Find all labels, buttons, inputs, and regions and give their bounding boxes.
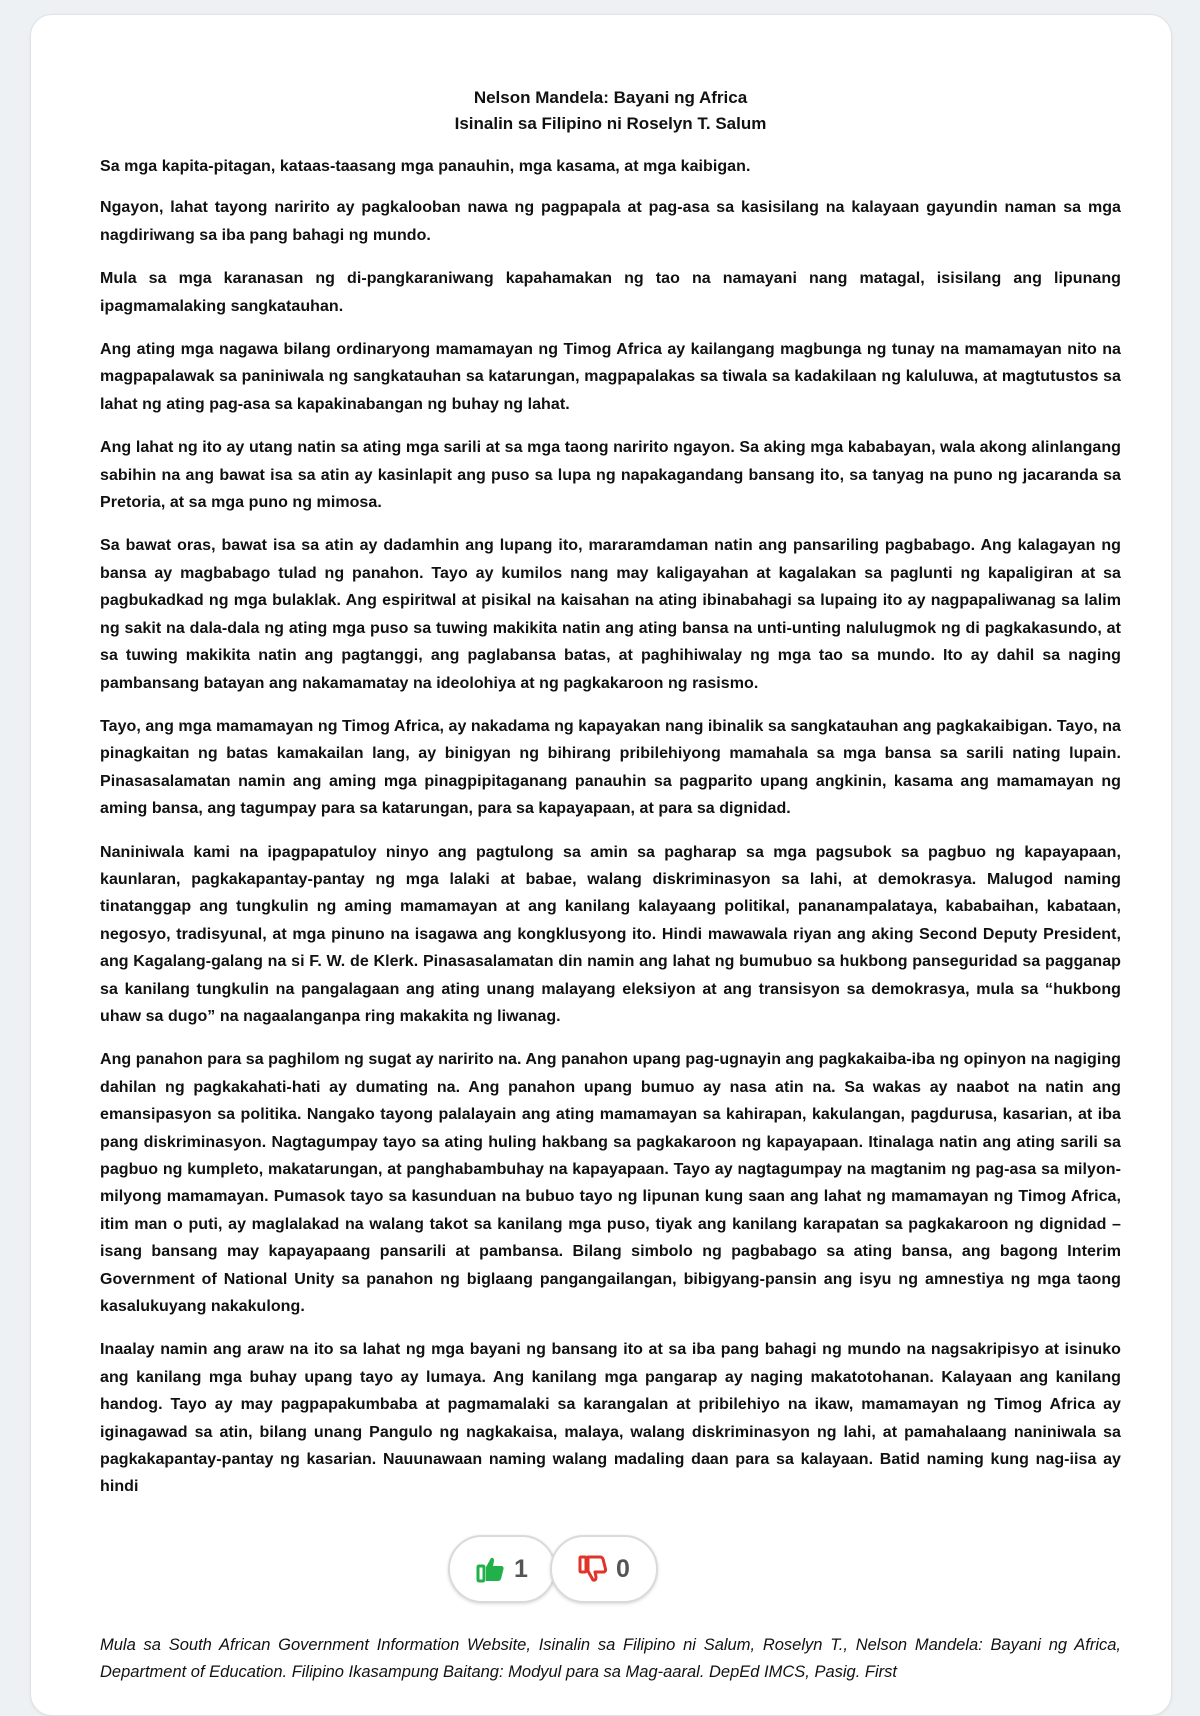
downvote-button[interactable] xyxy=(550,1535,658,1603)
title-translator: Isinalin sa Filipino ni Roselyn T. Salum xyxy=(454,114,767,133)
paragraph: Inaalay namin ang araw na ito sa lahat ng mga bayani ng bansang ito at sa iba pang bahagi ng mundo na nagsakripisyo at isinuko ang kanilang mga buhay upang tayo ay lumaya. Ang kanilang mga pangarap ay naging makatotohanan. Kalayaan ang kanilang handog. Tayo ay may pagpapakumbaba at pagmamalaki sa karangalan at pribilehiyo na ikaw, mamamayan ng Timog Africa ay iginagawad sa atin, bilang unang Pangulo ng nagkakaisa, malaya, walang diskriminasyon ng lahi, at pamahalaang naniniwala sa pagkakapantay-pantay ng kasarian. Nauunawaan naming walang madaling daan para sa kalayaan. Batid naming kung nag-iisa ay hindi xyxy=(100,1341,1121,1496)
paragraph: Naniniwala kami na ipagpapatuloy ninyo ang pagtulong sa amin sa pagharap sa mga pagsubok sa pagbuo ng kapayapaan, kaunlaran, pagkakapantay-pantay ng mga lalaki at babae, walang diskriminasyon sa lahi, at demokrasya. Malugod naming tinatanggap ang tungkulin ng aming mamamayan at ang kanilang kalayaang politikal, pananampalataya, kababaihan, kabataan, negosyo, tradisyunal, at mga pinuno na isagawa ang kongklusyong ito. Hindi mawawala riyan ang aking Second Deputy President, ang Kagalang-galang na si F. W. de Klerk. Pinasasalamatan din namin ang lahat ng bumubuo sa hukbong panseguridad sa pagganap sa kanilang tungkulin na pangalagaan ang ating unang malayang eleksiyon at ang transisyon sa demokrasya, mula sa “hukbong uhaw sa dugo” na nagaalanganpa ring makakita ng liwanag. xyxy=(100,843,1121,1025)
thumbs-up-icon xyxy=(476,1555,506,1583)
document-card xyxy=(30,14,1172,1716)
paragraph: Tayo, ang mga mamamayan ng Timog Africa, ay nakadama ng kapayakan nang ibinalik sa sangkatauhan ang pagkakaibigan. Tayo, na pinagkaitan ng batas kamakailan lang, ay binigyan ng bihirang pribilehiyong mamahala sa mga bansa sa sarili nating lupain. Pinasasalamatan namin ang aming mga pinagpipitaganang panauhin sa pagparito upang angkinin, kasama ang mamamayan ng aming bansa, ang tagumpay para sa katarungan, para sa kapayapaan, at para sa dignidad. xyxy=(100,717,1121,818)
downvote-count: 0 xyxy=(616,1554,630,1583)
paragraph: Ang ating mga nagawa bilang ordinaryong mamamayan ng Timog Africa ay kailangang magbunga ng tunay na mamamayan nito na magpapalawak sa paniniwala ng sangkatauhan sa katarungan, magpapalakas sa tiwala sa kadakilaan ng kaluluwa, at magtutustos sa lahat ng ating pag-asa sa kapakinabangan ng buhay ng lahat. xyxy=(100,341,1121,413)
source-citation: Mula sa South African Government Information Website, Isinalin sa Filipino ni Salum, Roselyn T., Nelson Mandela: Bayani ng Africa, Department of Education. Filipino Ikasampung Baitang: Modyul para sa Mag-aaral. DepEd IMCS, Pasig. First xyxy=(100,1636,1121,1681)
thumbs-down-icon xyxy=(578,1555,608,1583)
paragraph: Sa bawat oras, bawat isa sa atin ay dadamhin ang lupang ito, mararamdaman natin ang pansariling pagbabago. Ang kalagayan ng bansa ay magbabago tulad ng panahon. Tayo ay kumilos nang may kaligayahan at kagalakan sa paglunti ng kapaligiran at sa pagbukadkad ng mga bulaklak. Ang espiritwal at pisikal na kaisahan na ating ibinabahagi sa lupaing ito ay nagpapaliwanag sa lalim ng sakit na dala-dala ng ating mga puso sa tuwing makikita natin ang ating bansa na unti-unting nalulugmok ng di pagkakasundo, at sa tuwing makikita natin ang pagtanggi, ang paglabansa batas, at paghihiwalay ng mga tao sa mundo. Ito ay dahil sa naging pambansang batayan ang nakamamatay na ideolohiya at ng pagkakaroon ng rasismo. xyxy=(100,537,1121,692)
document-content xyxy=(100,85,1121,1517)
paragraph: Ngayon, lahat tayong naririto ay pagkalooban nawa ng pagpapala at pag-asa sa kasisilang na kalayaan gayundin naman sa mga nagdiriwang sa iba pang bahagi ng mundo. xyxy=(100,199,1121,244)
paragraph: Ang lahat ng ito ay utang natin sa ating mga sarili at sa mga taong naririto ngayon. Sa aking mga kababayan, wala akong alinlangang sabihin na ang bawat isa sa atin ay kasinlapit ang puso sa lupa ng napakagandang bansang ito, sa tanyag na puno ng jacaranda sa Pretoria, at sa mga puno ng mimosa. xyxy=(100,439,1121,512)
upvote-button[interactable] xyxy=(448,1535,556,1603)
vote-bar xyxy=(448,1535,652,1601)
title-main: Nelson Mandela: Bayani ng Africa xyxy=(473,88,748,107)
document-title xyxy=(100,85,1121,137)
paragraph: Mula sa mga karanasan ng di-pangkaraniwang kapahamakan ng tao na namayani nang matagal, isisilang ang lipunang ipagmamalaking sangkatauhan. xyxy=(100,270,1121,315)
paragraph: Sa mga kapita-pitagan, kataas-taasang mga panauhin, mga kasama, at mga kaibigan. xyxy=(100,158,751,175)
paragraph: Ang panahon para sa paghilom ng sugat ay naririto na. Ang panahon upang pag-ugnayin ang pagkakaiba-iba ng opinyon na nagiging dahilan ng pagkakahati-hati ay dumating na. Ang panahon upang bumuo ay nasa atin na. Sa wakas ay naabot na natin ang emansipasyon sa politika. Nangako tayong palalayain ang ating mamamayan sa kahirapan, kakulangan, pagdurusa, kasarian, at iba pang diskriminasyon. Nagtagumpay tayo sa ating huling hakbang sa pagkakaroon ng kapayapaan. Itinalaga natin ang ating sarili sa pagbuo ng kumpleto, makatarungan, at panghabambuhay na kapayapaan. Tayo ay nagtagumpay na magtanim ng pag-asa sa milyon-milyong mamamayan. Pumasok tayo sa kasunduan na bubuo tayo ng lipunan kung saan ang lahat ng mamamayan ng Timog Africa, itim man o puti, ay maglalakad na walang takot sa kanilang mga puso, tiyak ang kanilang karapatan sa pagkakaroon ng dignidad – isang bansang may kapayapaang pansarili at pambansa. Bilang simbolo ng pagbabago sa ating bansa, ang bagong Interim Government of National Unity sa panahon ng biglaang pangangailangan, bibigyang-pansin ang isyu ng amnestiya ng mga taong kasalukuyang nakakulong. xyxy=(100,1051,1121,1316)
upvote-count: 1 xyxy=(514,1554,528,1583)
